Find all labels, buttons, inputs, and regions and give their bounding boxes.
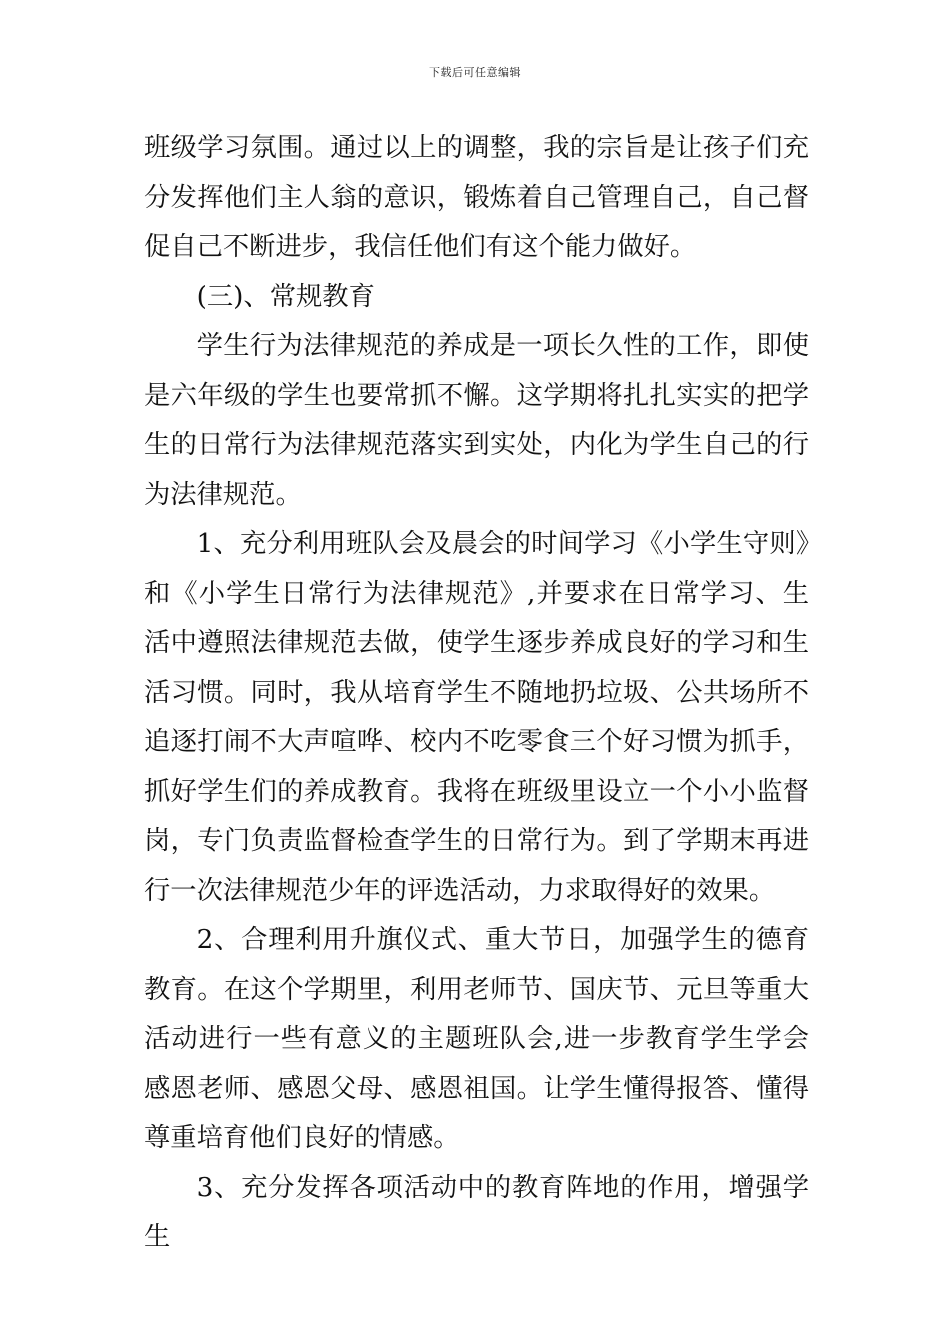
document-body — [144, 124, 809, 1263]
header-note: 下载后可任意编辑 — [429, 66, 521, 79]
paragraph-item-3: 3、充分发挥各项活动中的教育阵地的作用，增强学生 — [144, 1172, 809, 1252]
paragraph-behavior-norms: 学生行为法律规范的养成是一项长久性的工作，即使是六年级的学生也要常抓不懈。这学期将扎扎实实的把学生的日常行为法律规范落实到实处，内化为学生自己的行为法律规范。 — [144, 331, 809, 510]
paragraph-item-2: 2、合理利用升旗仪式、重大节日，加强学生的德育教育。在这个学期里，利用老师节、国庆节、元旦等重大活动进行一些有意义的主题班队会,进一步教育学生学会感恩老师、感恩父母、感恩祖国。让学生懂得报答、懂得尊重培育他们良好的情感。 — [144, 925, 809, 1153]
section-heading-routine-education: (三)、常规教育 — [196, 281, 375, 312]
paragraph-class-atmosphere: 班级学习氛围。通过以上的调整，我的宗旨是让孩子们充分发挥他们主人翁的意识，锻炼着自己管理自己，自己督促自己不断进步，我信任他们有这个能力做好。 — [144, 133, 809, 262]
paragraph-item-1: 1、充分利用班队会及晨会的时间学习《小学生守则》和《小学生日常行为法律规范》,并要求在日常学习、生活中遵照法律规范去做，使学生逐步养成良好的学习和生活习惯。同时，我从培育学生不随地扔垃圾、公共场所不追逐打闹不大声喧哗、校内不吃零食三个好习惯为抓手，抓好学生们的养成教育。我将在班级里设立一个小小监督岗，专门负责监督检查学生的日常行为。到了学期末再进行一次法律规范少年的评选活动，力求取得好的效果。 — [144, 529, 809, 906]
